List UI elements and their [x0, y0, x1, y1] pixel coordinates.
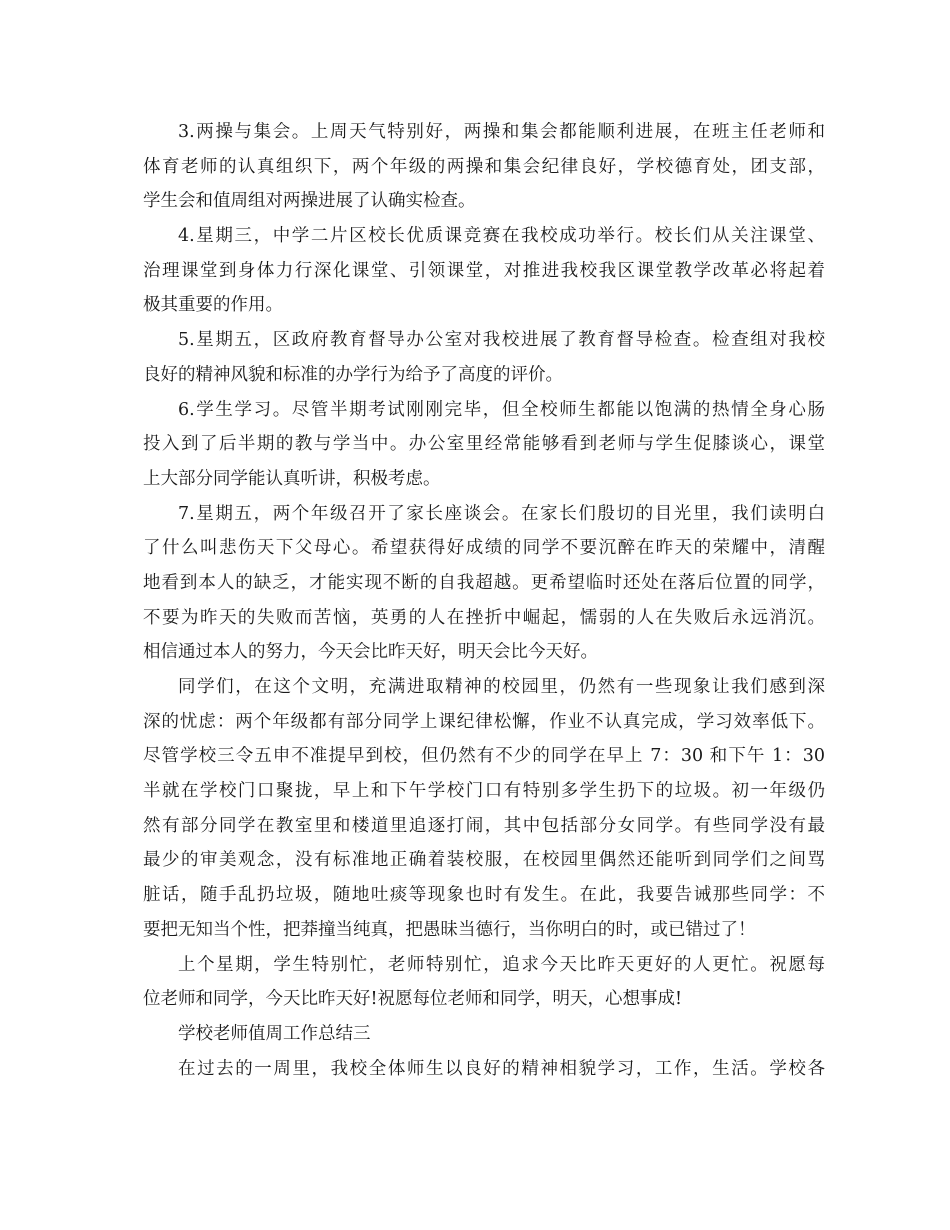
text-line: 同学们，在这个文明，充满进取精神的校园里，仍然有一些现象让我们感到深: [178, 677, 825, 697]
text-line: 7.星期五，两个年级召开了家长座谈会。在家长们殷切的目光里，我们读明白: [178, 503, 825, 524]
text-line: 极其重要的作用。: [143, 295, 283, 316]
text-line: 相信通过本人的努力，今天会比昨天好，明天会比今天好。: [143, 642, 598, 663]
text-line: 4.星期三，中学二片区校长优质课竞赛在我校成功举行。校长们从关注课堂、: [178, 226, 825, 247]
text-line: 在过去的一周里，我校全体师生以良好的精神相貌学习，工作，生活。学校各: [178, 1058, 825, 1079]
text-line: 6.学生学习。尽管半期考试刚刚完毕，但全校师生都能以饱满的热情全身心肠: [178, 399, 825, 420]
text-line: 然有部分同学在教室里和楼道里追逐打闹，其中包括部分女同学。有些同学没有最: [143, 815, 825, 836]
text-line: 学生会和值周组对两操进展了认确实检查。: [143, 191, 476, 212]
text-line: 要把无知当个性，把莽撞当纯真，把愚昧当德行，当你明白的时，或已错过了！: [143, 919, 756, 940]
text-line: 5.星期五，区政府教育督导办公室对我校进展了教育督导检查。检查组对我校: [178, 330, 825, 351]
text-line: 3.两操与集会。上周天气特别好，两操和集会都能顺利进展，在班主任老师和: [178, 122, 825, 142]
text-line: 上大部分同学能认真听讲，积极考虑。: [143, 468, 441, 489]
document-body: [143, 115, 825, 1086]
text-line: 治理课堂到身体力行深化课堂、引领课堂，对推进我校我区课堂教学改革必将起着: [143, 260, 825, 281]
text-line: 地看到本人的缺乏，才能实现不断的自我超越。更希望临时还处在落后位置的同学，: [143, 572, 825, 593]
text-line: 位老师和同学，今天比昨天好!祝愿每位老师和同学，明天，心想事成!: [143, 989, 683, 1010]
text-line: 了什么叫悲伤天下父母心。希望获得好成绩的同学不要沉醉在昨天的荣耀中，清醒: [143, 538, 825, 559]
text-line: 投入到了后半期的教与学当中。办公室里经常能够看到老师与学生促膝谈心，课堂: [143, 434, 825, 455]
text-line: 最少的审美观念，没有标准地正确着装校服，在校园里偶然还能听到同学们之间骂: [143, 850, 825, 871]
text-line: 良好的精神风貌和标准的办学行为给予了高度的评价。: [143, 364, 563, 385]
text-line: 体育老师的认真组织下，两个年级的两操和集会纪律良好，学校德育处，团支部，: [143, 156, 825, 177]
text-line: 半就在学校门口聚拢，早上和下午学校门口有特别多学生扔下的垃圾。初一年级仍: [143, 781, 825, 802]
text-line: 深的忧虑：两个年级都有部分同学上课纪律松懈，作业不认真完成，学习效率低下。: [143, 711, 825, 732]
text-line: 不要为昨天的失败而苦恼，英勇的人在挫折中崛起，懦弱的人在失败后永远消沉。: [143, 607, 825, 628]
text-line: 脏话，随手乱扔垃圾，随地吐痰等现象也时有发生。在此，我要告诫那些同学：不: [143, 885, 825, 906]
text-line: 上个星期，学生特别忙，老师特别忙，追求今天比昨天更好的人更忙。祝愿每: [178, 954, 825, 975]
text-line: 学校老师值周工作总结三: [178, 1023, 371, 1044]
text-line: 尽管学校三令五申不准提早到校，但仍然有不少的同学在早上 7：30 和下午 1：30: [143, 746, 825, 767]
